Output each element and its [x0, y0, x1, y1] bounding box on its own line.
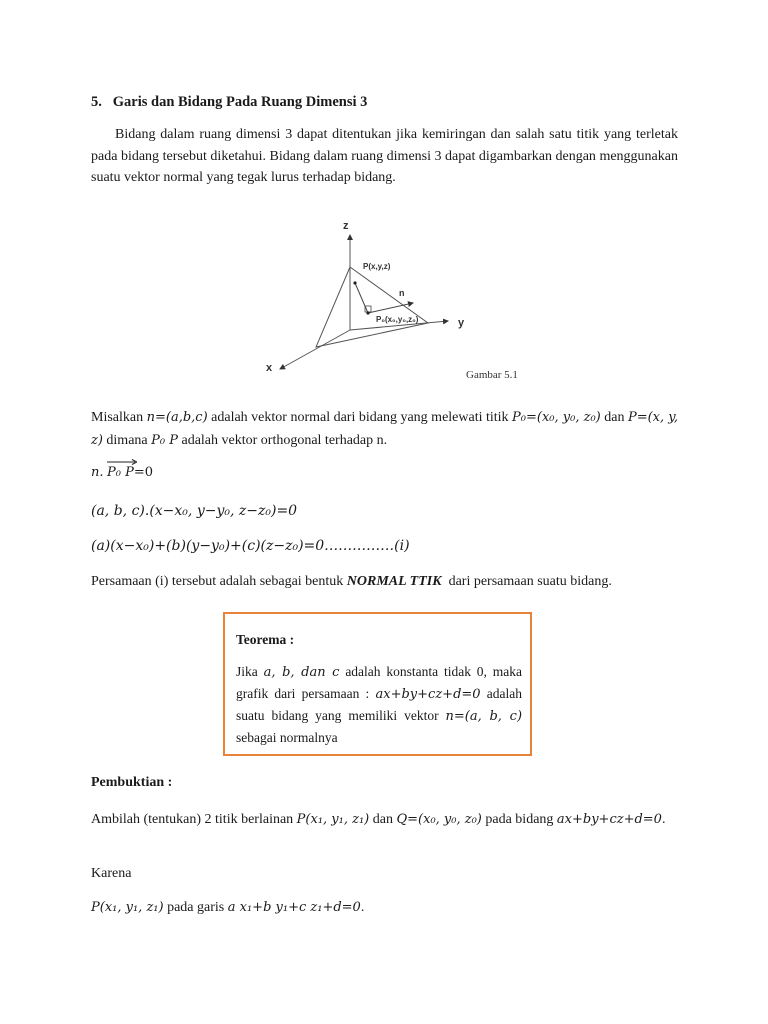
figure-caption: Gambar 5.1 [466, 369, 518, 381]
misalkan-text-2: adalah vektor normal dari bidang yang melewati titik [211, 410, 509, 425]
persamaan-text-1: Persamaan (i) tersebut adalah sebagai bentuk [91, 574, 344, 589]
theorem-body [236, 661, 522, 748]
theorem-box [223, 612, 532, 756]
misalkan-text-5: adalah vektor orthogonal terhadap n. [181, 433, 388, 448]
theorem-plane-eq: ax+by+cz+d=0 [375, 687, 481, 702]
label-n: n [399, 288, 405, 298]
proof-text-3: pada bidang [485, 812, 554, 827]
proof-final-line: P(x₁, y₁, z₁) pada garis a x₁+b y₁+c z₁+d=0. [91, 900, 365, 915]
theorem-normal-eq: n=(a, b, c) [445, 709, 523, 724]
karena-label: Karena [91, 866, 132, 881]
proof-paragraph: Ambilah (tentukan) 2 titik berlainan P(x₁, y₁, z₁) dan Q=(x₀, y₀, z₀) pada bidang ax+by+cz+d=0. [91, 812, 666, 827]
segment-p-p0 [355, 283, 368, 313]
label-point-p: P(x,y,z) [363, 262, 391, 271]
figure-diagram [200, 205, 566, 393]
proof-final-point: P(x₁, y₁, z₁) [91, 900, 164, 915]
label-z: z [343, 220, 349, 232]
misalkan-paragraph [91, 406, 678, 452]
equation-3: (a)(x−x₀)+(b)(y−y₀)+(c)(z−z₀)=0……………(i) [91, 538, 410, 554]
proof-plane-eq: ax+by+cz+d=0 [556, 812, 662, 827]
point-p-eq: P=(x, y, z) [91, 410, 679, 448]
persamaan-text-2: dari persamaan suatu bidang. [448, 574, 612, 589]
intro-paragraph: Bidang dalam ruang dimensi 3 dapat ditentukan jika kemiringan dan salah satu titik yang terletak pada bidang tersebut diketahui. Bidang dalam ruang dimensi 3 dapat digambarkan dengan menggunakan suatu vektor normal yang tegak lurus terhadap bidang. [91, 127, 678, 185]
proof-text-1: Ambilah (tentukan) 2 titik berlainan [91, 812, 294, 827]
vector-p0p-arrow [107, 465, 134, 481]
equation-1 [91, 465, 153, 481]
eq1-vector: P₀ P [107, 465, 134, 480]
label-x: x [266, 362, 273, 374]
misalkan-text-4: dimana [106, 433, 148, 448]
normal-ttik-emphasis: NORMAL TTIK [346, 574, 442, 589]
proof-point-q: Q=(x₀, y₀, z₀) [396, 812, 482, 827]
theorem-text-4: sebagai normalnya [236, 730, 338, 745]
proof-text-2: dan [372, 812, 393, 827]
proof-title: Pembuktian : [91, 775, 173, 790]
theorem-text-3: adalah suatu bidang yang memiliki vektor [236, 686, 522, 723]
proof-final-eq: a x₁+b y₁+c z₁+d=0 [227, 900, 361, 915]
point-p0-dot [366, 311, 369, 314]
misalkan-text-1: Misalkan [91, 410, 144, 425]
proof-text-4: pada garis [167, 900, 225, 915]
x-axis [280, 330, 350, 369]
plane-triangle [316, 267, 428, 347]
eq1-left: n. [91, 465, 104, 480]
vector-p0p: P₀ P [151, 433, 178, 448]
theorem-text-1: Jika [236, 664, 258, 679]
figure-3d-plane [200, 205, 566, 393]
theorem-title: Teorema : [236, 632, 295, 647]
point-p0-eq: P₀=(x₀, y₀, z₀) [512, 410, 601, 425]
persamaan-sentence [91, 574, 612, 590]
proof-point-p: P(x₁, y₁, z₁) [296, 812, 370, 827]
point-p-dot [353, 281, 356, 284]
theorem-text-2: adalah konstanta tidak 0, maka grafik dari persamaan : [236, 664, 522, 701]
normal-vector-eq: n=(a,b,c) [146, 410, 208, 425]
section-number: 5. [91, 94, 102, 110]
section-title: Garis dan Bidang Pada Ruang Dimensi 3 [112, 94, 368, 110]
theorem-constants: a, b, dan c [263, 665, 340, 680]
overarrow-icon [107, 459, 137, 465]
label-y: y [458, 317, 465, 329]
label-point-p0: P₀(x₀,y₀,z₀) [376, 315, 419, 324]
misalkan-text-3: dan [604, 410, 625, 425]
section-heading [91, 94, 367, 111]
equation-2: (a, b, c).(x−x₀, y−y₀, z−z₀)=0 [91, 503, 298, 519]
eq1-right: =0 [133, 465, 154, 480]
